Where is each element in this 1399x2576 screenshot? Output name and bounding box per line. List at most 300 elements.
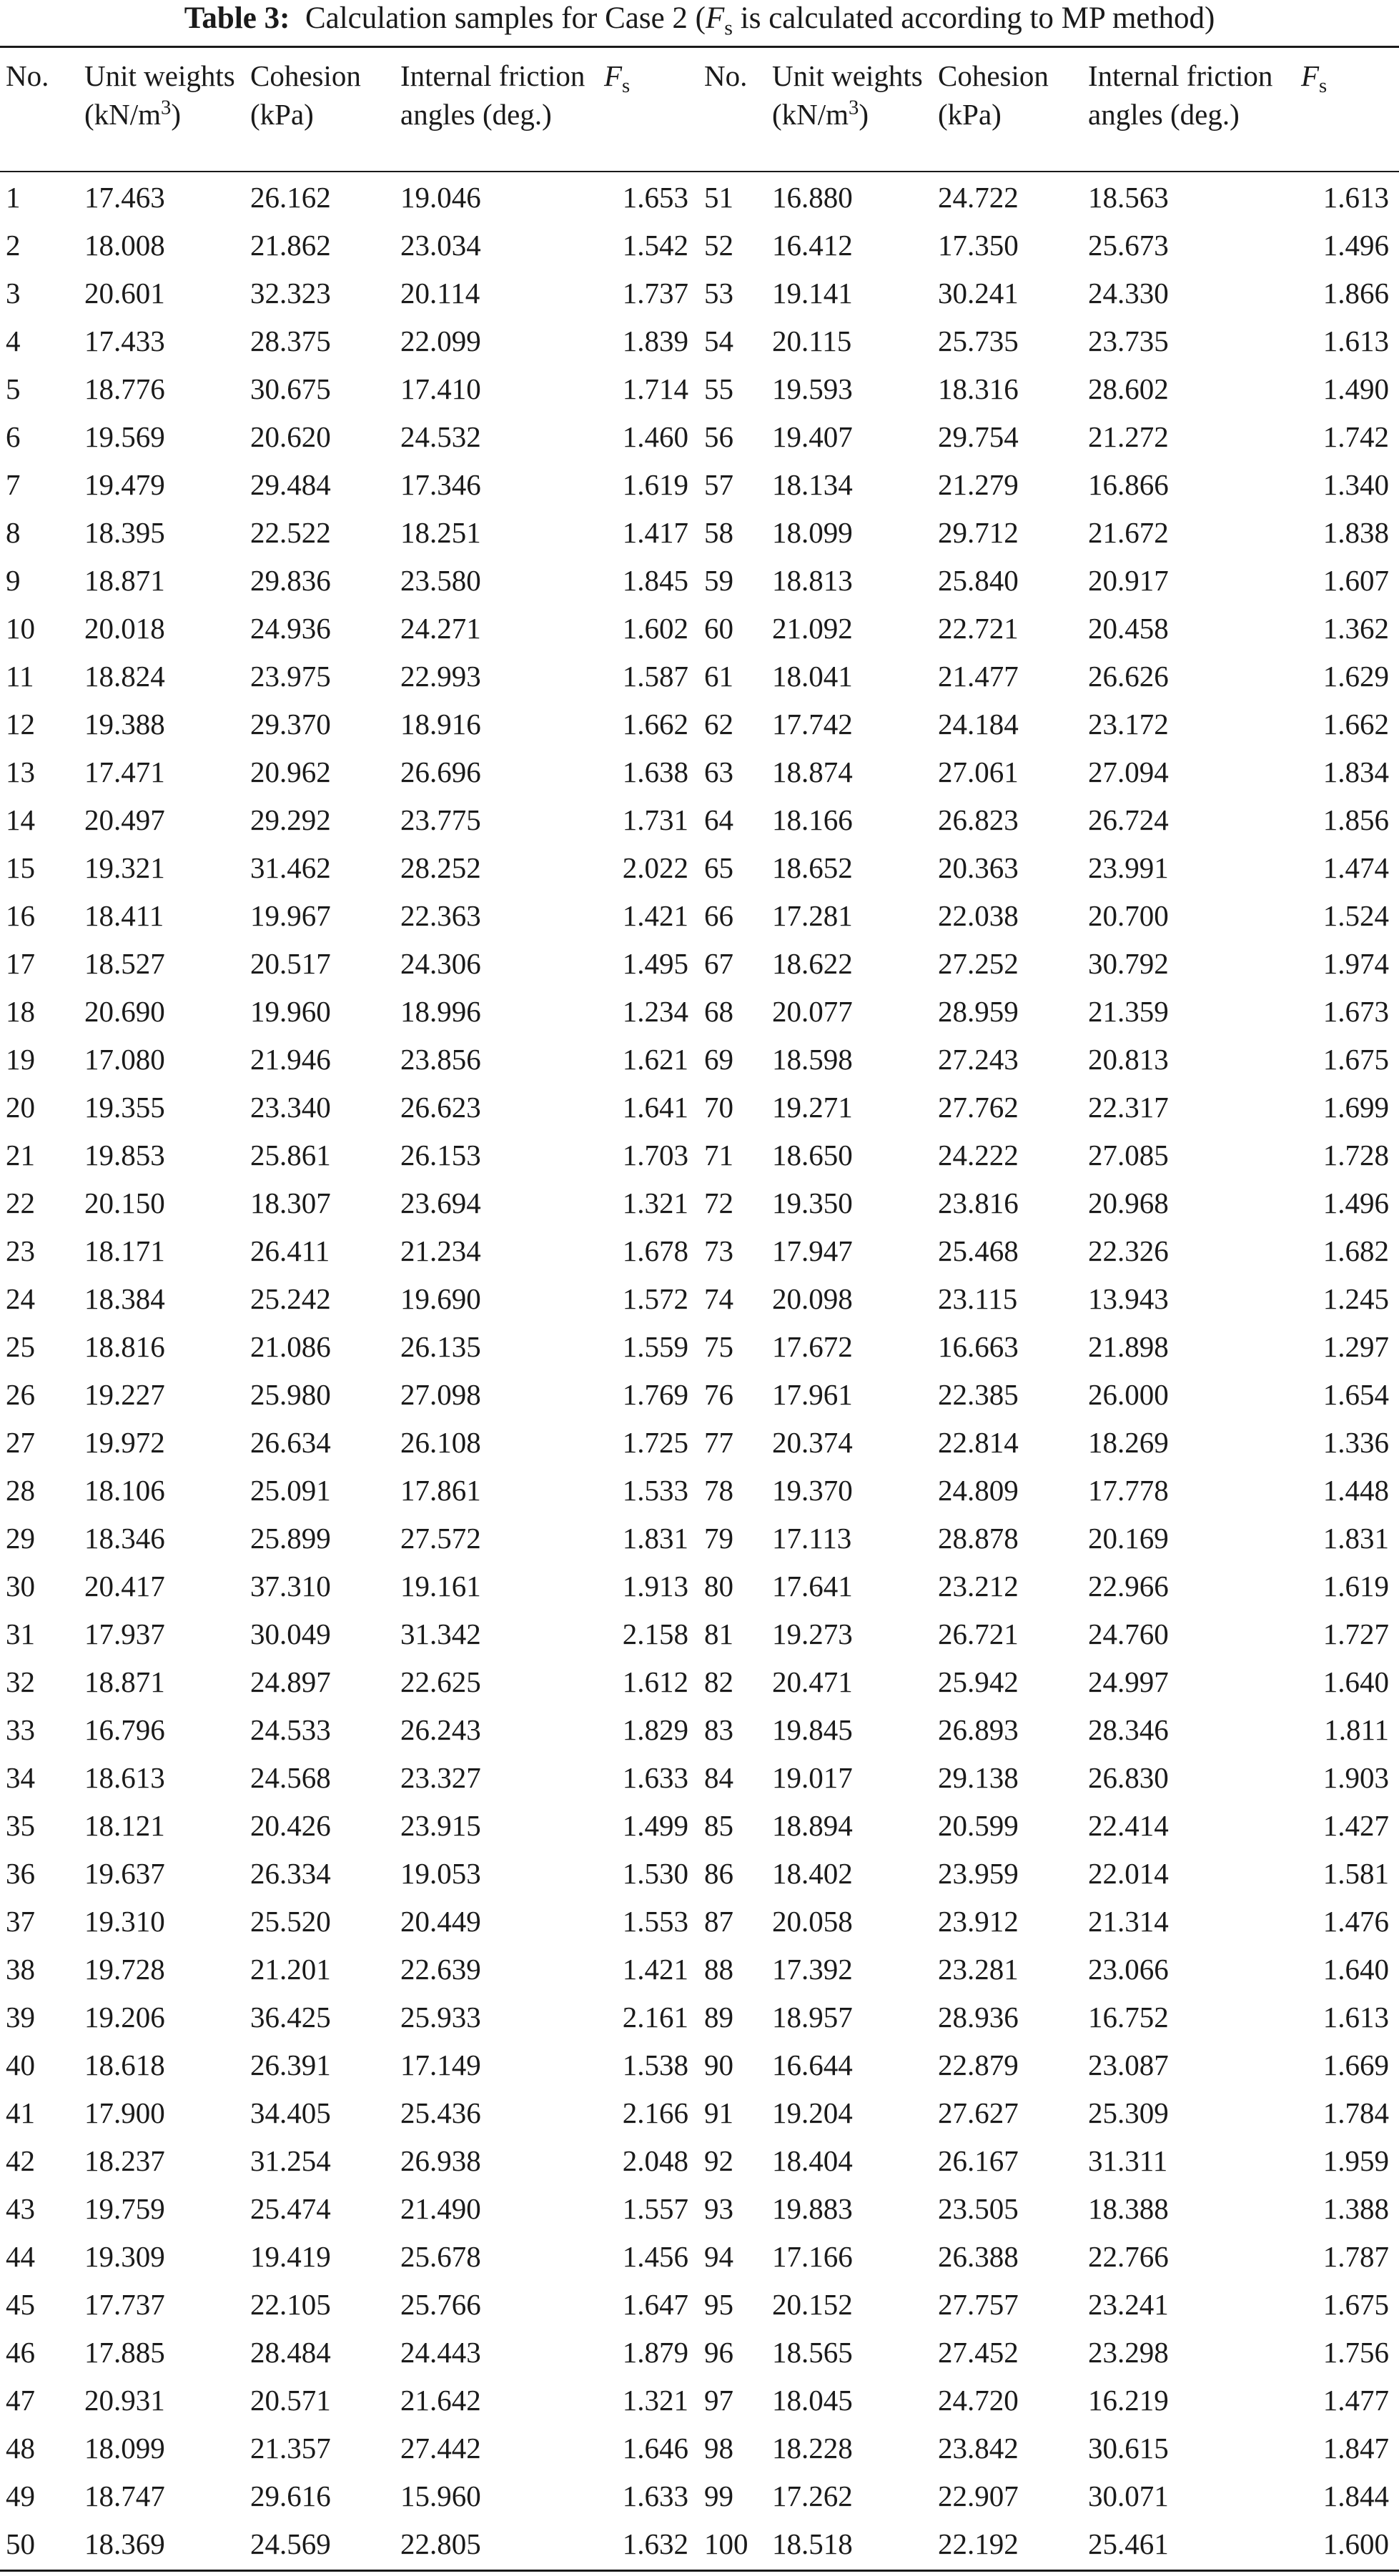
- cell-unit-weight: 19.388: [84, 708, 165, 740]
- cell-friction-angle: 23.735: [1088, 325, 1169, 357]
- cell-unit-weight: 18.228: [772, 2432, 853, 2464]
- cell-cohesion: 22.385: [938, 1378, 1019, 1411]
- cell-no: 78: [704, 1474, 733, 1507]
- cell-unit-weight: 18.816: [84, 1330, 165, 1363]
- cell-unit-weight: 19.479: [84, 468, 165, 501]
- cell-cohesion: 27.762: [938, 1091, 1019, 1124]
- table-row: [0, 1850, 1399, 1898]
- cell-cohesion: 25.942: [938, 1665, 1019, 1698]
- cell-no: 50: [6, 2527, 35, 2560]
- cell-no: 1: [6, 181, 21, 214]
- cell-no: 54: [704, 325, 733, 357]
- cell-friction-angle: 21.898: [1088, 1330, 1169, 1363]
- cell-cohesion: 37.310: [250, 1570, 331, 1602]
- cell-unit-weight: 17.737: [84, 2288, 165, 2321]
- cell-no: 3: [6, 277, 21, 309]
- cell-no: 30: [6, 1570, 35, 1602]
- table-row: [0, 1371, 1399, 1419]
- table-row: [0, 413, 1399, 461]
- cell-friction-angle: 30.792: [1088, 947, 1169, 980]
- cell-unit-weight: 17.672: [772, 1330, 853, 1363]
- cell-friction-angle: 26.938: [400, 2144, 481, 2177]
- cell-cohesion: 23.912: [938, 1905, 1019, 1938]
- cell-no: 38: [6, 1953, 35, 1986]
- cell-cohesion: 21.946: [250, 1043, 331, 1076]
- table-row: [0, 1323, 1399, 1371]
- header-cohesion-left: Cohesion (kPa): [250, 59, 361, 131]
- cell-fs: 1.456: [622, 2240, 688, 2273]
- cell-fs: 1.417: [622, 516, 688, 549]
- cell-cohesion: 24.184: [938, 708, 1019, 740]
- cell-unit-weight: 18.871: [84, 1665, 165, 1698]
- cell-no: 74: [704, 1282, 733, 1315]
- cell-unit-weight: 19.728: [84, 1953, 165, 1986]
- cell-cohesion: 29.370: [250, 708, 331, 740]
- cell-friction-angle: 26.696: [400, 756, 481, 788]
- cell-fs: 1.619: [622, 468, 688, 501]
- cell-unit-weight: 17.471: [84, 756, 165, 788]
- table-row: [0, 1562, 1399, 1610]
- cell-fs: 1.633: [622, 2480, 688, 2512]
- table-row: [0, 461, 1399, 509]
- cell-fs: 1.362: [1323, 612, 1389, 645]
- cell-friction-angle: 24.443: [400, 2336, 481, 2369]
- cell-friction-angle: 16.219: [1088, 2384, 1169, 2417]
- cell-no: 13: [6, 756, 35, 788]
- cell-unit-weight: 18.565: [772, 2336, 853, 2369]
- cell-friction-angle: 28.346: [1088, 1713, 1169, 1746]
- cell-cohesion: 20.962: [250, 756, 331, 788]
- cell-no: 39: [6, 2001, 35, 2033]
- cell-unit-weight: 18.776: [84, 372, 165, 405]
- cell-no: 93: [704, 2192, 733, 2225]
- cell-cohesion: 19.419: [250, 2240, 331, 2273]
- cell-fs: 1.600: [1323, 2527, 1389, 2560]
- header-row: [0, 48, 1399, 171]
- cell-no: 20: [6, 1091, 35, 1124]
- cell-fs: 1.553: [622, 1905, 688, 1938]
- cell-unit-weight: 19.593: [772, 372, 853, 405]
- cell-no: 45: [6, 2288, 35, 2321]
- cell-fs: 1.234: [622, 995, 688, 1028]
- cell-no: 72: [704, 1187, 733, 1219]
- cell-friction-angle: 23.066: [1088, 1953, 1169, 1986]
- cell-no: 10: [6, 612, 35, 645]
- cell-no: 8: [6, 516, 21, 549]
- cell-cohesion: 29.484: [250, 468, 331, 501]
- cell-fs: 1.787: [1323, 2240, 1389, 2273]
- cell-cohesion: 34.405: [250, 2096, 331, 2129]
- cell-unit-weight: 16.796: [84, 1713, 165, 1746]
- cell-no: 46: [6, 2336, 35, 2369]
- cell-cohesion: 22.192: [938, 2527, 1019, 2560]
- cell-fs: 2.161: [622, 2001, 688, 2033]
- cell-unit-weight: 19.407: [772, 420, 853, 453]
- cell-friction-angle: 19.053: [400, 1857, 481, 1890]
- cell-unit-weight: 20.931: [84, 2384, 165, 2417]
- cell-unit-weight: 17.433: [84, 325, 165, 357]
- cell-friction-angle: 20.917: [1088, 564, 1169, 597]
- table-row: [0, 1515, 1399, 1562]
- cell-fs: 1.844: [1323, 2480, 1389, 2512]
- cell-friction-angle: 19.161: [400, 1570, 481, 1602]
- table-row: [0, 2089, 1399, 2137]
- cell-fs: 1.903: [1323, 1761, 1389, 1794]
- cell-unit-weight: 19.350: [772, 1187, 853, 1219]
- cell-friction-angle: 25.309: [1088, 2096, 1169, 2129]
- cell-friction-angle: 25.766: [400, 2288, 481, 2321]
- cell-unit-weight: 17.961: [772, 1378, 853, 1411]
- cell-unit-weight: 20.152: [772, 2288, 853, 2321]
- cell-unit-weight: 18.369: [84, 2527, 165, 2560]
- cell-friction-angle: 16.866: [1088, 468, 1169, 501]
- cell-cohesion: 29.754: [938, 420, 1019, 453]
- cell-unit-weight: 19.853: [84, 1139, 165, 1171]
- cell-friction-angle: 23.694: [400, 1187, 481, 1219]
- cell-friction-angle: 23.172: [1088, 708, 1169, 740]
- header-no-left: No.: [6, 59, 49, 92]
- cell-friction-angle: 23.915: [400, 1809, 481, 1842]
- cell-fs: 1.673: [1323, 995, 1389, 1028]
- cell-unit-weight: 20.018: [84, 612, 165, 645]
- cell-friction-angle: 16.752: [1088, 2001, 1169, 2033]
- table-row: [0, 1179, 1399, 1227]
- cell-unit-weight: 19.017: [772, 1761, 853, 1794]
- cell-friction-angle: 21.359: [1088, 995, 1169, 1028]
- cell-no: 36: [6, 1857, 35, 1890]
- cell-friction-angle: 22.966: [1088, 1570, 1169, 1602]
- cell-fs: 1.530: [622, 1857, 688, 1890]
- cell-no: 95: [704, 2288, 733, 2321]
- cell-friction-angle: 23.991: [1088, 851, 1169, 884]
- cell-no: 62: [704, 708, 733, 740]
- cell-friction-angle: 26.623: [400, 1091, 481, 1124]
- cell-no: 75: [704, 1330, 733, 1363]
- cell-fs: 1.727: [1323, 1618, 1389, 1650]
- cell-no: 47: [6, 2384, 35, 2417]
- cell-no: 86: [704, 1857, 733, 1890]
- cell-cohesion: 27.757: [938, 2288, 1019, 2321]
- cell-friction-angle: 22.625: [400, 1665, 481, 1698]
- cell-no: 25: [6, 1330, 35, 1363]
- cell-friction-angle: 21.672: [1088, 516, 1169, 549]
- cell-no: 71: [704, 1139, 733, 1171]
- cell-cohesion: 22.038: [938, 899, 1019, 932]
- cell-fs: 1.572: [622, 1282, 688, 1315]
- cell-fs: 1.737: [622, 277, 688, 309]
- cell-friction-angle: 22.099: [400, 325, 481, 357]
- cell-unit-weight: 17.937: [84, 1618, 165, 1650]
- cell-cohesion: 27.061: [938, 756, 1019, 788]
- cell-friction-angle: 28.602: [1088, 372, 1169, 405]
- cell-cohesion: 20.517: [250, 947, 331, 980]
- cell-unit-weight: 17.113: [772, 1522, 852, 1555]
- cell-unit-weight: 19.310: [84, 1905, 165, 1938]
- cell-fs: 1.647: [622, 2288, 688, 2321]
- cell-fs: 1.496: [1323, 229, 1389, 262]
- cell-unit-weight: 18.813: [772, 564, 853, 597]
- cell-unit-weight: 20.601: [84, 277, 165, 309]
- cell-no: 42: [6, 2144, 35, 2177]
- cell-friction-angle: 27.085: [1088, 1139, 1169, 1171]
- cell-friction-angle: 24.330: [1088, 277, 1169, 309]
- cell-friction-angle: 27.572: [400, 1522, 481, 1555]
- cell-no: 91: [704, 2096, 733, 2129]
- table-caption: [0, 0, 1399, 46]
- cell-unit-weight: 16.880: [772, 181, 853, 214]
- cell-no: 19: [6, 1043, 35, 1076]
- cell-friction-angle: 22.414: [1088, 1809, 1169, 1842]
- table-row: [0, 653, 1399, 700]
- cell-no: 98: [704, 2432, 733, 2464]
- cell-unit-weight: 20.077: [772, 995, 853, 1028]
- cell-no: 69: [704, 1043, 733, 1076]
- cell-fs: 1.646: [622, 2432, 688, 2464]
- cell-fs: 2.022: [622, 851, 688, 884]
- cell-unit-weight: 19.273: [772, 1618, 853, 1650]
- cell-unit-weight: 19.321: [84, 851, 165, 884]
- header-friction-left: Internal friction angles (deg.): [400, 59, 585, 131]
- cell-friction-angle: 25.933: [400, 2001, 481, 2033]
- cell-no: 32: [6, 1665, 35, 1698]
- cell-friction-angle: 24.532: [400, 420, 481, 453]
- table-row: [0, 1802, 1399, 1850]
- table-row: [0, 1993, 1399, 2041]
- cell-no: 37: [6, 1905, 35, 1938]
- cell-friction-angle: 22.805: [400, 2527, 481, 2560]
- cell-friction-angle: 25.673: [1088, 229, 1169, 262]
- table-label: Table 3:: [184, 1, 290, 35]
- cell-friction-angle: 22.363: [400, 899, 481, 932]
- cell-unit-weight: 18.411: [84, 899, 164, 932]
- table-body: [0, 171, 1399, 2568]
- cell-unit-weight: 17.463: [84, 181, 165, 214]
- cell-unit-weight: 20.115: [772, 325, 852, 357]
- cell-no: 12: [6, 708, 35, 740]
- header-no-right: No.: [704, 59, 748, 92]
- cell-friction-angle: 24.271: [400, 612, 481, 645]
- cell-cohesion: 28.959: [938, 995, 1019, 1028]
- table-row: [0, 2185, 1399, 2233]
- table-row: [0, 269, 1399, 317]
- cell-friction-angle: 17.410: [400, 372, 481, 405]
- cell-friction-angle: 18.996: [400, 995, 481, 1028]
- cell-unit-weight: 18.099: [84, 2432, 165, 2464]
- cell-unit-weight: 17.742: [772, 708, 853, 740]
- cell-cohesion: 25.242: [250, 1282, 331, 1315]
- cell-unit-weight: 19.637: [84, 1857, 165, 1890]
- cell-friction-angle: 17.778: [1088, 1474, 1169, 1507]
- cell-cohesion: 29.138: [938, 1761, 1019, 1794]
- cell-cohesion: 20.426: [250, 1809, 331, 1842]
- cell-no: 55: [704, 372, 733, 405]
- cell-fs: 1.866: [1323, 277, 1389, 309]
- cell-no: 9: [6, 564, 21, 597]
- cell-no: 77: [704, 1426, 733, 1459]
- cell-no: 27: [6, 1426, 35, 1459]
- cell-fs: 1.336: [1323, 1426, 1389, 1459]
- cell-fs: 1.245: [1323, 1282, 1389, 1315]
- cell-friction-angle: 26.724: [1088, 803, 1169, 836]
- cell-friction-angle: 19.690: [400, 1282, 481, 1315]
- cell-cohesion: 18.316: [938, 372, 1019, 405]
- cell-friction-angle: 15.960: [400, 2480, 481, 2512]
- cell-friction-angle: 23.327: [400, 1761, 481, 1794]
- cell-friction-angle: 27.094: [1088, 756, 1169, 788]
- cell-unit-weight: 20.497: [84, 803, 165, 836]
- cell-fs: 1.653: [622, 181, 688, 214]
- cell-fs: 1.524: [1323, 899, 1389, 932]
- cell-cohesion: 29.616: [250, 2480, 331, 2512]
- cell-no: 83: [704, 1713, 733, 1746]
- cell-cohesion: 27.452: [938, 2336, 1019, 2369]
- cell-no: 64: [704, 803, 733, 836]
- cell-cohesion: 31.462: [250, 851, 331, 884]
- cell-no: 100: [704, 2527, 748, 2560]
- cell-friction-angle: 24.306: [400, 947, 481, 980]
- cell-no: 31: [6, 1618, 35, 1650]
- cell-no: 68: [704, 995, 733, 1028]
- cell-cohesion: 31.254: [250, 2144, 331, 2177]
- table-row: [0, 1706, 1399, 1754]
- cell-unit-weight: 18.871: [84, 564, 165, 597]
- cell-no: 44: [6, 2240, 35, 2273]
- cell-fs: 1.756: [1323, 2336, 1389, 2369]
- cell-friction-angle: 20.700: [1088, 899, 1169, 932]
- bottom-rule: [0, 2570, 1399, 2572]
- cell-friction-angle: 26.153: [400, 1139, 481, 1171]
- cell-no: 2: [6, 229, 21, 262]
- cell-unit-weight: 18.346: [84, 1522, 165, 1555]
- cell-friction-angle: 20.114: [400, 277, 480, 309]
- cell-fs: 1.784: [1323, 2096, 1389, 2129]
- table-row: [0, 2233, 1399, 2281]
- cell-fs: 1.714: [622, 372, 688, 405]
- cell-cohesion: 25.520: [250, 1905, 331, 1938]
- cell-cohesion: 26.388: [938, 2240, 1019, 2273]
- table-row: [0, 892, 1399, 940]
- cell-friction-angle: 23.580: [400, 564, 481, 597]
- cell-fs: 1.654: [1323, 1378, 1389, 1411]
- cell-cohesion: 30.241: [938, 277, 1019, 309]
- header-fs-right: $F_s$: [1301, 59, 1328, 98]
- cell-friction-angle: 22.639: [400, 1953, 481, 1986]
- table-row: [0, 2377, 1399, 2424]
- cell-cohesion: 22.879: [938, 2049, 1019, 2081]
- cell-cohesion: 23.340: [250, 1091, 331, 1124]
- cell-unit-weight: 18.652: [772, 851, 853, 884]
- cell-friction-angle: 23.775: [400, 803, 481, 836]
- cell-friction-angle: 25.678: [400, 2240, 481, 2273]
- cell-unit-weight: 18.650: [772, 1139, 853, 1171]
- cell-friction-angle: 31.342: [400, 1618, 481, 1650]
- cell-cohesion: 25.840: [938, 564, 1019, 597]
- cell-no: 33: [6, 1713, 35, 1746]
- cell-unit-weight: 19.227: [84, 1378, 165, 1411]
- cell-no: 90: [704, 2049, 733, 2081]
- cell-no: 84: [704, 1761, 733, 1794]
- cell-fs: 1.559: [622, 1330, 688, 1363]
- cell-unit-weight: 18.237: [84, 2144, 165, 2177]
- cell-fs: 1.557: [622, 2192, 688, 2225]
- cell-friction-angle: 21.272: [1088, 420, 1169, 453]
- cell-friction-angle: 17.861: [400, 1474, 481, 1507]
- cell-friction-angle: 18.269: [1088, 1426, 1169, 1459]
- cell-fs: 1.633: [622, 1761, 688, 1794]
- cell-fs: 1.496: [1323, 1187, 1389, 1219]
- cell-unit-weight: 18.166: [772, 803, 853, 836]
- cell-unit-weight: 18.402: [772, 1857, 853, 1890]
- cell-cohesion: 21.357: [250, 2432, 331, 2464]
- cell-no: 43: [6, 2192, 35, 2225]
- cell-friction-angle: 21.234: [400, 1234, 481, 1267]
- cell-fs: 1.632: [622, 2527, 688, 2560]
- cell-fs: 1.538: [622, 2049, 688, 2081]
- caption-text-after: is calculated according to MP method): [733, 1, 1215, 35]
- cell-unit-weight: 19.204: [772, 2096, 853, 2129]
- cell-cohesion: 28.878: [938, 1522, 1019, 1555]
- cell-fs: 1.675: [1323, 2288, 1389, 2321]
- cell-friction-angle: 17.346: [400, 468, 481, 501]
- table-row: [0, 509, 1399, 557]
- table-row: [0, 2137, 1399, 2185]
- cell-cohesion: 22.907: [938, 2480, 1019, 2512]
- cell-unit-weight: 19.355: [84, 1091, 165, 1124]
- cell-cohesion: 24.533: [250, 1713, 331, 1746]
- cell-fs: 1.490: [1323, 372, 1389, 405]
- cell-cohesion: 23.212: [938, 1570, 1019, 1602]
- cell-cohesion: 26.391: [250, 2049, 331, 2081]
- cell-no: 85: [704, 1809, 733, 1842]
- cell-no: 99: [704, 2480, 733, 2512]
- cell-friction-angle: 20.968: [1088, 1187, 1169, 1219]
- table-row: [0, 2041, 1399, 2089]
- cell-no: 97: [704, 2384, 733, 2417]
- cell-cohesion: 25.861: [250, 1139, 331, 1171]
- cell-cohesion: 28.936: [938, 2001, 1019, 2033]
- cell-no: 96: [704, 2336, 733, 2369]
- cell-fs: 1.682: [1323, 1234, 1389, 1267]
- cell-cohesion: 26.162: [250, 181, 331, 214]
- cell-unit-weight: 19.206: [84, 2001, 165, 2033]
- cell-fs: 1.499: [622, 1809, 688, 1842]
- cell-unit-weight: 18.618: [84, 2049, 165, 2081]
- cell-unit-weight: 17.262: [772, 2480, 853, 2512]
- cell-no: 16: [6, 899, 35, 932]
- cell-no: 28: [6, 1474, 35, 1507]
- cell-fs: 1.640: [1323, 1665, 1389, 1698]
- cell-no: 80: [704, 1570, 733, 1602]
- cell-friction-angle: 28.252: [400, 851, 481, 884]
- cell-no: 17: [6, 947, 35, 980]
- cell-no: 88: [704, 1953, 733, 1986]
- cell-friction-angle: 21.314: [1088, 1905, 1169, 1938]
- cell-friction-angle: 30.071: [1088, 2480, 1169, 2512]
- cell-no: 26: [6, 1378, 35, 1411]
- cell-no: 7: [6, 468, 21, 501]
- cell-fs: 1.669: [1323, 2049, 1389, 2081]
- cell-unit-weight: 17.900: [84, 2096, 165, 2129]
- table-row: [0, 844, 1399, 892]
- cell-no: 35: [6, 1809, 35, 1842]
- cell-fs: 1.621: [622, 1043, 688, 1076]
- cell-fs: 1.959: [1323, 2144, 1389, 2177]
- table-row: [0, 557, 1399, 605]
- cell-no: 79: [704, 1522, 733, 1555]
- cell-fs: 1.831: [1323, 1522, 1389, 1555]
- cell-no: 51: [704, 181, 733, 214]
- cell-unit-weight: 19.569: [84, 420, 165, 453]
